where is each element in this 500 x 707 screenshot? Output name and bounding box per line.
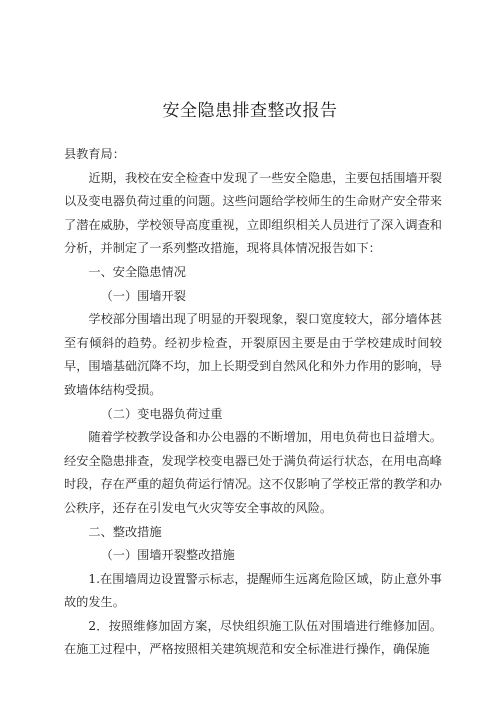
salutation: 县教育局： [64,147,125,161]
section-heading-1: 一、安全隐患情况 [88,264,186,279]
measure-item-1: 1.在围墙周边设置警示标志，提醒师生远离危险区域，防止意外事故的发生。 [64,571,442,610]
subsection-heading-wall-measures: （一）围墙开裂整改措施 [100,548,235,563]
transformer-paragraph: 随着学校教学设备和办公电器的不断增加，用电负荷也日益增大。经安全隐患排查，发现学校变电器已处于满负荷运行状态，在用电高峰时段，存在严重的超负荷运行情况。这不仅影响了学校正常的教学和办公秩序，还存在引发电气火灾等安全事故的风险。 [64,430,442,515]
subsection-heading-wall: （一）围墙开裂 [100,288,186,303]
document-body [64,143,442,662]
intro-paragraph: 近期，我校在安全检查中发现了一些安全隐患，主要包括围墙开裂以及变电器负荷过重的问题。这些问题给学校师生的生命财产安全带来了潜在威胁，学校领导高度重视，立即组织相关人员进行了深入调查和分析，并制定了一系列整改措施，现将具体情况报告如下： [64,170,442,256]
wall-crack-paragraph: 学校部分围墙出现了明显的开裂现象，裂口宽度较大，部分墙体甚至有倾斜的趋势。经初步检查，开裂原因主要是由于学校建成时间较早，围墙基础沉降不均，加上长期受到自然风化和外力作用的影响，导致墙体结构受损。 [64,312,442,397]
section-heading-2: 二、整改措施 [88,524,162,539]
subsection-heading-transformer: （二）变电器负荷过重 [100,406,223,421]
measure-item-2: 2．按照维修加固方案，尽快组织施工队伍对围墙进行维修加固。在施工过程中，严格按照相关建筑规范和安全标准进行操作，确保施 [64,618,442,657]
page-title: 安全隐患排查整改报告 [162,101,338,121]
